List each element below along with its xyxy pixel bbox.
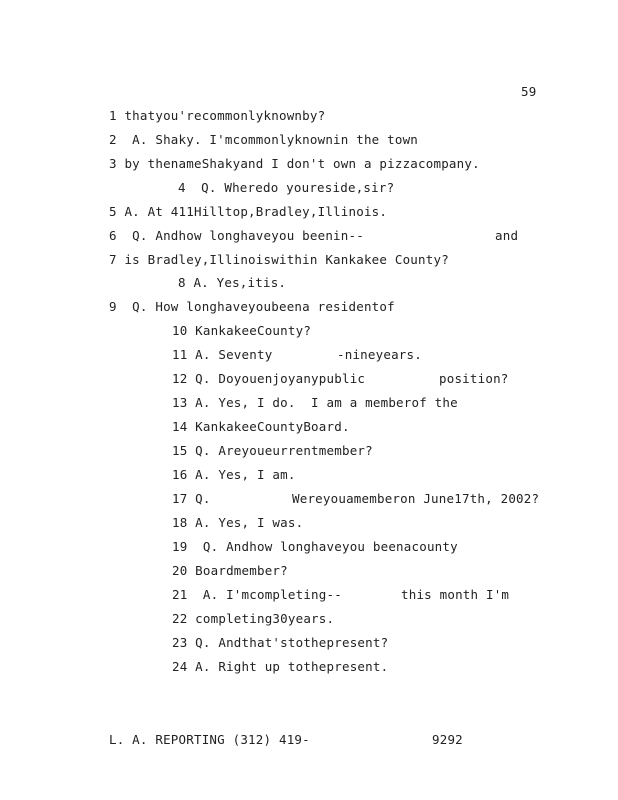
transcript-line: 10 KankakeeCounty? xyxy=(172,323,312,338)
transcript-line: 2 A. Shaky. I'mcommonlyknownin the town xyxy=(109,132,419,147)
transcript-line: 22 completing30years. xyxy=(172,611,335,626)
transcript-line: 7 is Bradley,Illinoiswithin Kankakee County? xyxy=(109,252,449,267)
transcript-line: 5 A. At 411Hilltop,Bradley,Illinois. xyxy=(109,204,388,219)
transcript-line-continuation: Wereyouamemberon June17th, 2002? xyxy=(292,491,540,506)
transcript-line-continuation: this month I'm xyxy=(401,587,510,602)
transcript-line: 3 by thenameShakyand I don't own a pizzacompany. xyxy=(109,156,480,171)
transcript-line: 13 A. Yes, I do. I am a memberof the xyxy=(172,395,458,410)
transcript-line-continuation: position? xyxy=(439,371,509,386)
transcript-line: 17 Q. xyxy=(172,491,211,506)
transcript-line: 18 A. Yes, I was. xyxy=(172,515,304,530)
transcript-line: 16 A. Yes, I am. xyxy=(172,467,296,482)
footer-number: 9292 xyxy=(432,732,463,747)
transcript-line: 24 A. Right up tothepresent. xyxy=(172,659,389,674)
transcript-line: 8 A. Yes,itis. xyxy=(178,275,287,290)
transcript-line: 21 A. I'mcompleting-- xyxy=(172,587,342,602)
transcript-line: 9 Q. How longhaveyoubeena residentof xyxy=(109,299,395,314)
transcript-line-continuation: -nineyears. xyxy=(337,347,422,362)
transcript-line: 4 Q. Wheredo youreside,sir? xyxy=(178,180,395,195)
transcript-line-continuation: and xyxy=(495,228,519,243)
transcript-line: 12 Q. Doyouenjoyanypublic xyxy=(172,371,366,386)
footer-reporter: L. A. REPORTING (312) 419- xyxy=(109,732,310,747)
transcript-line: 19 Q. Andhow longhaveyou beenacounty xyxy=(172,539,458,554)
transcript-line: 6 Q. Andhow longhaveyou beenin-- xyxy=(109,228,364,243)
transcript-line: 23 Q. Andthat'stothepresent? xyxy=(172,635,389,650)
transcript-line: 15 Q. Areyoueurrentmember? xyxy=(172,443,373,458)
page-number: 59 xyxy=(521,84,537,99)
transcript-line: 11 A. Seventy xyxy=(172,347,273,362)
transcript-line: 20 Boardmember? xyxy=(172,563,288,578)
transcript-line: 14 KankakeeCountyBoard. xyxy=(172,419,350,434)
transcript-line: 1 thatyou'recommonlyknownby? xyxy=(109,108,326,123)
